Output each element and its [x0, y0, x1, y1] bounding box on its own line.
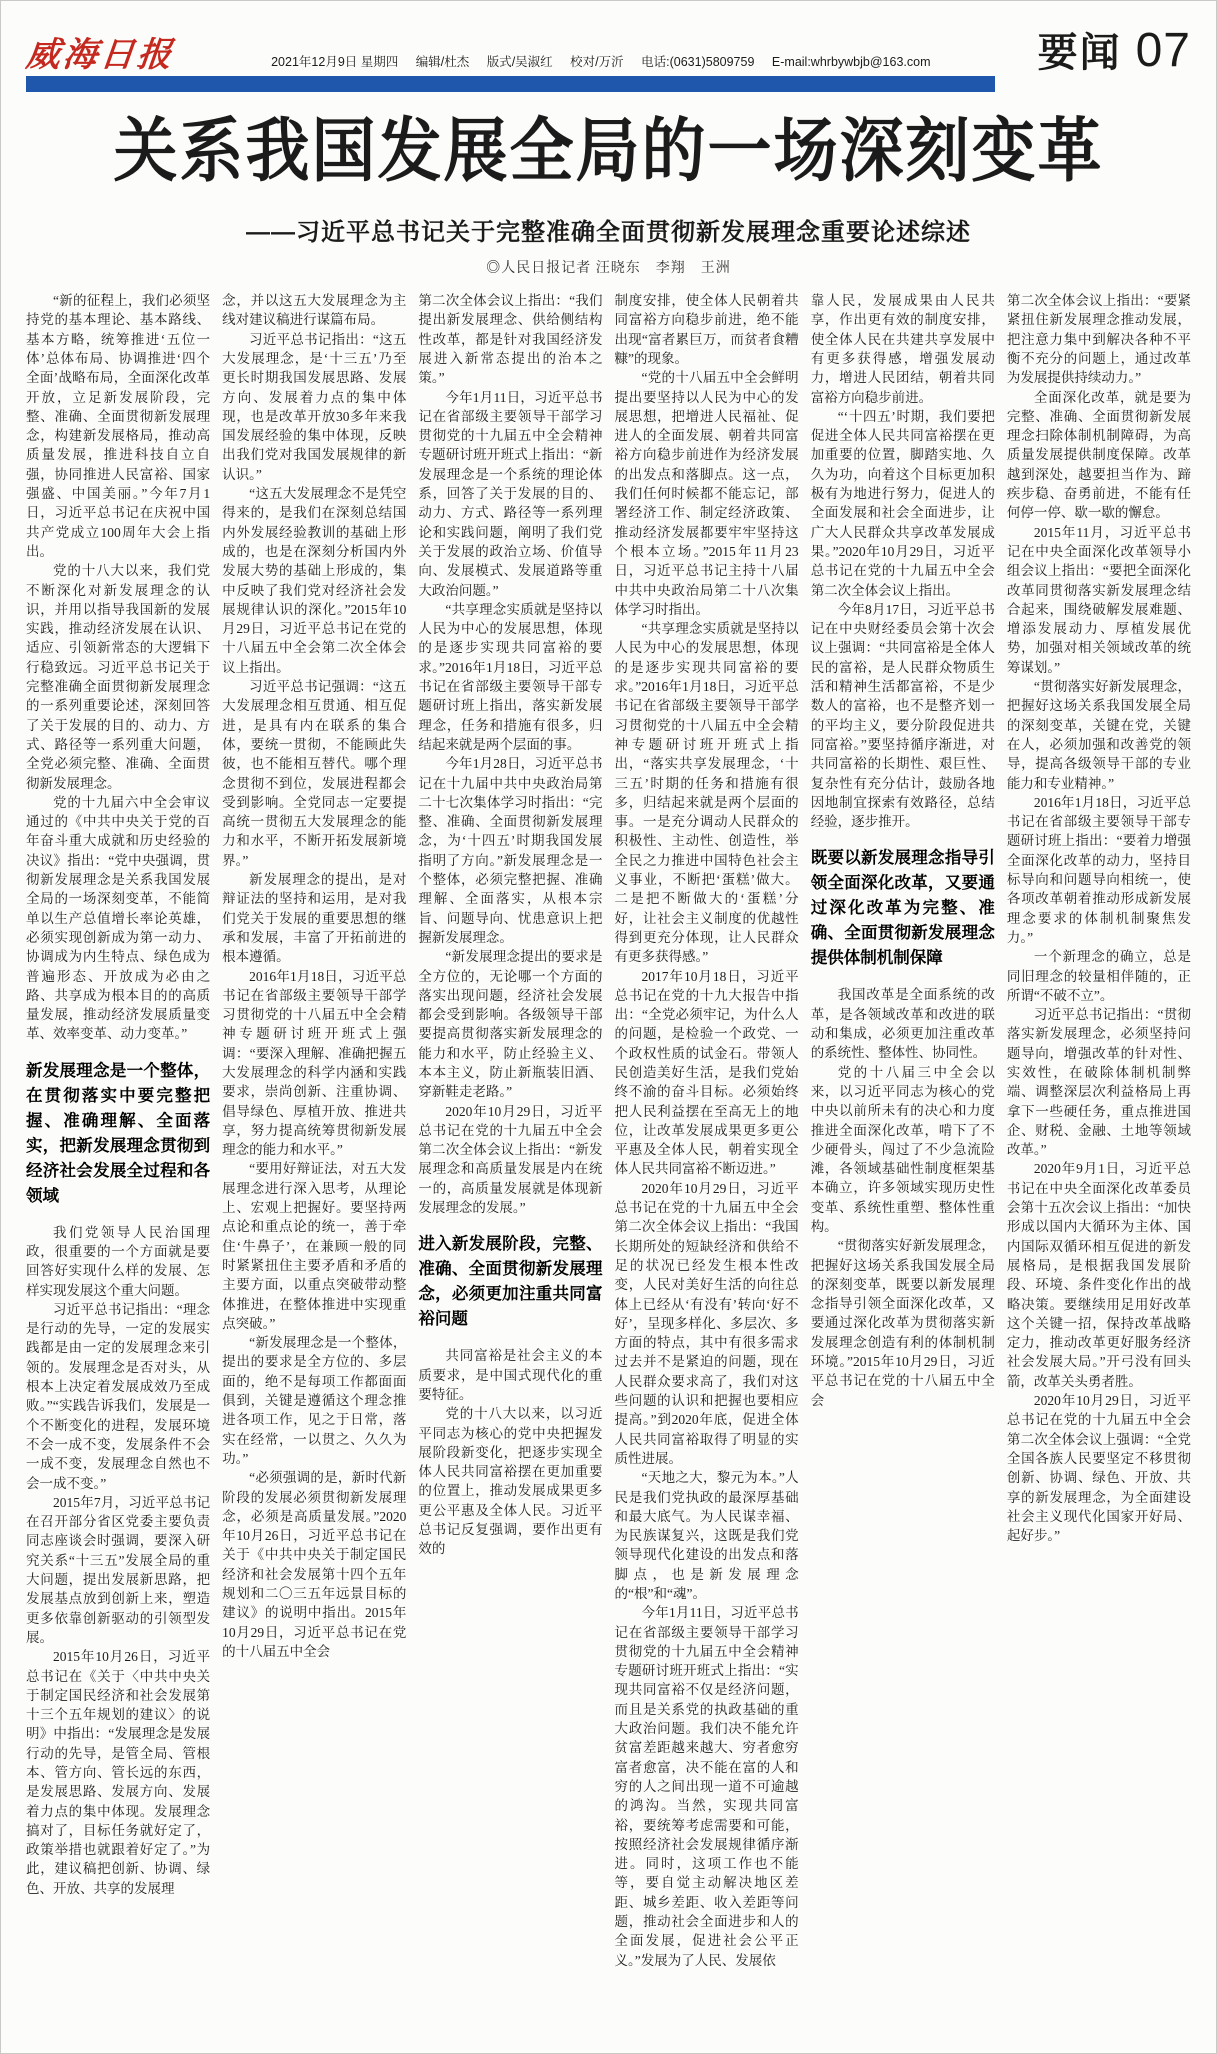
masthead-date: 2021年12月9日 星期四	[271, 55, 399, 69]
body-paragraph: 2016年1月18日，习近平总书记在省部级主要领导干部学习贯彻党的十八届五中全会精神专题研讨班开班式上强调：“要深入理解、准确把握五大发展理念的科学内涵和实践要求，崇尚创新、注重协调、倡导绿色、厚植开放、推进共享，努力提高统筹贯彻新发展理念的能力和水平。”	[222, 968, 407, 1158]
body-paragraph: “党的十八届五中全会鲜明提出要坚持以人民为中心的发展思想，把增进人民福祉、促进人的全面发展、朝着共同富裕方向稳步前进作为经济发展的出发点和落脚点。这一点，我们任何时候都不能忘记，部署经济工作、制定经济政策、推动经济发展都要牢牢坚持这个根本立场。”2015年11月23日，习近平总书记主持十八届中共中央政治局第二十八次集体学习时指出。	[614, 370, 799, 617]
body-paragraph: “要用好辩证法，对五大发展理念进行深入思考，从理论上、宏观上把握好。要坚持两点论和重点论的统一，善于牵住‘牛鼻子’，在兼顾一般的同时紧紧扭住主要矛盾和矛盾的主要方面，以重点突破带动整体推进，在整体推进中实现重点突破。”	[222, 1161, 407, 1331]
article-body	[26, 291, 1191, 2003]
body-paragraph: 一个新理念的确立，总是同旧理念的较量相伴随的，正所谓“不破不立”。	[1006, 949, 1191, 1003]
article-column-6	[1007, 291, 1191, 2003]
body-paragraph: 党的十九届六中全会审议通过的《中共中央关于党的百年奋斗重大成就和历史经验的决议》指出：“党中央强调，贯彻新发展理念是关系我国发展全局的一场深刻变革，不能简单以生产总值增长率论英雄，必须实现创新成为第一动力、协调成为内生特点、绿色成为普遍形态、开放成为必由之路、共享成为根本目的的高质量发展，推动经济发展质量变革、效率变革、动力变革。”	[26, 794, 211, 1042]
body-paragraph: 今年1月28日，习近平总书记在十九届中共中央政治局第二十七次集体学习时指出：“完整、准确、全面贯彻新发展理念，为‘十四五’时期我国发展指明了方向。”新发展理念是一个整体，必须完整把握、准确理解、全面落实，从根本宗旨、问题导向、忧患意识上把握新发展理念。	[418, 756, 603, 945]
body-paragraph: 第二次全体会议上指出：“要紧紧扭住新发展理念推动发展，把注意力集中到解决各种不平衡不充分的问题上，通过改革为发展提供持续动力。”	[1006, 293, 1191, 386]
body-paragraph: 习近平总书记指出：“贯彻落实新发展理念，必须坚持问题导向，增强改革的针对性、实效性，在破除体制机制弊端、调整深层次利益格局上再拿下一些硬任务，重点推进国企、财税、金融、土地等领域改革。”	[1006, 1007, 1191, 1158]
article-column-2	[222, 291, 406, 2003]
body-paragraph: 念，并以这五大发展理念为主线对建议稿进行谋篇布局。	[222, 293, 407, 328]
body-paragraph: 党的十八大以来，我们党不断深化对新发展理念的认识，并用以指导我国新的发展实践，推动经济发展在认识、适应、引领新常态的大逻辑下行稳致远。习近平总书记关于完整准确全面贯彻新发展理念的一系列重要论述，深刻回答了关于发展的目的、动力、方式、路径等一系列重大问题，全党必须完整、准确、全面贯彻新发展理念。	[26, 563, 211, 791]
body-paragraph: 共同富裕是社会主义的本质要求，是中国式现代化的重要特征。	[418, 1348, 603, 1402]
article-headline: 关系我国发展全局的一场深刻变革	[113, 113, 1104, 190]
page-label	[1037, 23, 1191, 77]
body-paragraph: “必须强调的是，新时代新阶段的发展必须贯彻新发展理念，必须是高质量发展。”2020年10月26日，习近平总书记在关于《中共中央关于制定国民经济和社会发展第十四个五年规划和二〇三五年远景目标的建议》的说明中指出。2015年10月29日，习近平总书记在党的十八届五中全会	[222, 1470, 407, 1659]
section-subhead: 新发展理念是一个整体，在贯彻落实中要完整把握、准确理解、全面落实，把新发展理念贯彻到经济社会发展全过程和各领域	[26, 1061, 211, 1205]
body-paragraph: 习近平总书记强调：“这五大发展理念相互贯通、相互促进，是具有内在联系的集合体，要统一贯彻，不能顾此失彼，也不能相互替代。哪个理念贯彻不到位，发展进程都会受到影响。全党同志一定要提高统一贯彻五大发展理念的能力和水平，不断开拓发展新境界。”	[222, 679, 407, 868]
masthead	[26, 23, 1191, 91]
body-paragraph: 今年1月11日，习近平总书记在省部级主要领导干部学习贯彻党的十九届五中全会精神专题研讨班开班式上指出：“新发展理念是一个系统的理论体系，回答了关于发展的目的、动力、方式、路径等一系列理论和实践问题，阐明了我们党关于发展的政治立场、价值导向、发展模式、发展道路等重大政治问题。”	[418, 389, 603, 598]
article-column-5	[811, 291, 995, 2003]
body-paragraph: 2016年1月18日，习近平总书记在省部级主要领导干部专题研讨班上指出：“要着力增强全面深化改革的动力，坚持目标导向和问题导向相统一，使各项改革朝着推动形成新发展理念要求的体制机制聚焦发力。”	[1006, 794, 1191, 945]
masthead-info-line	[174, 52, 1028, 73]
body-paragraph: 2017年10月18日，习近平总书记在党的十九大报告中指出：“全党必须牢记，为什么人的问题，是检验一个政党、一个政权性质的试金石。带领人民创造美好生活，是我们党始终不渝的奋斗目标。必须始终把人民利益摆在至高无上的地位，让改革发展成果更多更公平惠及全体人民，朝着实现全体人民共同富裕不断迈进。”	[614, 968, 799, 1177]
body-paragraph: 我们党领导人民治国理政，很重要的一个方面就是要回答好实现什么样的发展、怎样实现发展这个重大问题。	[26, 1224, 211, 1298]
body-paragraph: 全面深化改革，就是要为完整、准确、全面贯彻新发展理念扫除体制机制障碍，为高质量发展提供制度保障。改革越到深处，越要担当作为、蹄疾步稳、奋勇前进，不能有任何停一停、歇一歇的懈怠。	[1006, 389, 1191, 521]
body-paragraph: 我国改革是全面系统的改革，是各领域改革和改进的联动和集成，必须更加注重改革的系统性、整体性、协同性。	[810, 987, 995, 1061]
body-paragraph: 习近平总书记指出：“理念是行动的先导，一定的发展实践都是由一定的发展理念来引领的。发展理念是否对头，从根本上决定着发展成效乃至成败。”“实践告诉我们，发展是一个不断变化的进程，发展环境不会一成不变，发展条件不会一成不变，发展理念自然也不会一成不变。”	[26, 1301, 211, 1491]
body-paragraph: 党的十八届三中全会以来，以习近平同志为核心的党中央以前所未有的决心和力度推进全面深化改革，啃下了不少硬骨头，闯过了不少急流险滩，各领域基础性制度框架基本确立，许多领域实现历史性变革、系统性重塑、整体性重构。	[810, 1064, 995, 1234]
body-paragraph: “贯彻落实好新发展理念，把握好这场关系我国发展全局的深刻变革，既要以新发展理念指导引领全面深化改革，又要通过深化改革为贯彻落实新发展理念创造有利的体制机制环境。”2015年10月29日，习近平总书记在党的十八届五中全会	[810, 1238, 995, 1408]
section-label: 要闻	[1037, 31, 1122, 75]
body-paragraph: 2020年10月29日，习近平总书记在党的十九届五中全会第二次全体会议上指出：“我国长期所处的短缺经济和供给不足的状况已经发生根本性改变，人民对美好生活的向往总体上已经从‘有没有’转向‘好不好’，呈现多样化、多层次、多方面的特点，其中有很多需求过去并不是紧迫的问题，现在人民群众要求高了，我们对这些问题的认识和把握也要相应提高。”到2020年底，促进全体人民共同富裕取得了明显的实质性进展。	[614, 1180, 799, 1466]
body-paragraph: “新的征程上，我们必须坚持党的基本理论、基本路线、基本方略，统筹推进‘五位一体’总体布局、协调推进‘四个全面’战略布局，全面深化改革开放，立足新发展阶段，完整、准确、全面贯彻新发展理念，构建新发展格局，推动高质量发展，推进科技自立自强，协同推进人民富裕、国家强盛、中国美丽。”今年7月1日，习近平总书记在庆祝中国共产党成立100周年大会上指出。	[26, 293, 211, 559]
masthead-rule	[26, 76, 995, 92]
masthead-layout: 版式/吴淑红	[486, 55, 553, 69]
body-paragraph: 制度安排，使全体人民朝着共同富裕方向稳步前进，绝不能出现“富者累巨万，而贫者食糟糠”的现象。	[614, 293, 799, 366]
body-paragraph: 今年8月17日，习近平总书记在中央财经委员会第十次会议上强调：“共同富裕是全体人民的富裕，是人民群众物质生活和精神生活都富裕，不是少数人的富裕，也不是整齐划一的平均主义，要分阶段促进共同富裕。”要坚持循序渐进，对共同富裕的长期性、艰巨性、复杂性有充分估计，鼓励各地因地制宜探索有效路径，总结经验，逐步推开。	[810, 601, 995, 830]
masthead-phone: 电话:(0631)5809759	[641, 55, 755, 69]
article-column-4	[615, 291, 799, 2003]
body-paragraph: “‘十四五’时期，我们要把促进全体人民共同富裕摆在更加重要的位置，脚踏实地、久久为功，向着这个目标更加积极有为地进行努力，促进人的全面发展和社会全面进步，让广大人民群众共享改革发展成果。”2020年10月29日，习近平总书记在党的十九届五中全会第二次全体会议上指出。	[810, 408, 995, 598]
body-paragraph: 2020年10月29日，习近平总书记在党的十九届五中全会第二次全体会议上强调：“全党全国各族人民要坚定不移贯彻创新、协调、绿色、开放、共享的新发展理念，为全面建设社会主义现代化国家开好局、起好步。”	[1006, 1393, 1191, 1544]
body-paragraph: “共享理念实质就是坚持以人民为中心的发展思想，体现的是逐步实现共同富裕的要求。”2016年1月18日，习近平总书记在省部级主要领导干部专题研讨班上指出，落实新发展理念，任务和措施有很多，归结起来就是两个层面的事。	[418, 601, 603, 752]
body-paragraph: “新发展理念提出的要求是全方位的，无论哪一个方面的落实出现问题，经济社会发展都会受到影响。各级领导干部要提高贯彻落实新发展理念的能力和水平，防止经验主义、本本主义，防止新瓶装旧酒、穿新鞋走老路。”	[418, 949, 603, 1100]
body-paragraph: “天地之大，黎元为本。”人民是我们党执政的最深厚基础和最大底气。为人民谋幸福、为民族谋复兴，这既是我们党领导现代化建设的出发点和落脚点，也是新发展理念的“根”和“魂”。	[614, 1470, 799, 1601]
section-subhead: 既要以新发展理念指导引领全面深化改革，又要通过深化改革为完整、准确、全面贯彻新发展理念提供体制机制保障	[810, 849, 995, 968]
body-paragraph: “贯彻落实好新发展理念，把握好这场关系我国发展全局的深刻变革，关键在党，关键在人，必须加强和改善党的领导，提高各级领导干部的专业能力和专业精神。”	[1006, 679, 1191, 791]
masthead-email: E-mail:whrbywbjb@163.com	[771, 55, 931, 69]
article-column-3	[418, 291, 602, 2003]
section-subhead: 进入新发展阶段，完整、准确、全面贯彻新发展理念，必须更加注重共同富裕问题	[418, 1235, 603, 1329]
body-paragraph: 靠人民，发展成果由人民共享，作出更有效的制度安排，使全体人民在共建共享发展中有更多获得感，增强发展动力，增进人民团结，朝着共同富裕方向稳步前进。	[810, 293, 995, 405]
body-paragraph: 2015年7月，习近平总书记在召开部分省区党委主要负责同志座谈会时强调，要深入研究关系“十三五”发展全局的重大问题，提出发展新思路，把发展基点放到创新上来，塑造更多依靠创新驱动的引领型发展。	[26, 1494, 211, 1645]
article-byline: ◎人民日报记者 汪晓东 李翔 王洲	[486, 261, 731, 277]
body-paragraph: “共享理念实质就是坚持以人民为中心的发展思想，体现的是逐步实现共同富裕的要求。”2016年1月18日，习近平总书记在省部级主要领导干部学习贯彻党的十八届五中全会精神专题研讨班开班式上指出，“落实共享发展理念，‘十三五’时期的任务和措施有很多，归结起来就是两个层面的事。一是充分调动人民群众的积极性、主动性、创造性，举全民之力推进中国特色社会主义事业，不断把‘蛋糕’做大。二是把不断做大的‘蛋糕’分好，让社会主义制度的优越性得到更充分体现，让人民群众有更多获得感。”	[614, 621, 799, 965]
page-number: 07	[1135, 23, 1191, 77]
body-paragraph: “新发展理念是一个整体，提出的要求是全方位的、多层面的，绝不是每项工作都面面俱到，关键是遵循这个理念推进各项工作，见之于日常，落实在经常，一以贯之、久久为功。”	[222, 1335, 407, 1466]
body-paragraph: 党的十八大以来，以习近平同志为核心的党中央把握发展阶段新变化，把逐步实现全体人民共同富裕摆在更加重要的位置上，推动发展成果更多更公平惠及全体人民。习近平总书记反复强调，要作出更有效的	[418, 1406, 603, 1557]
body-paragraph: “这五大发展理念不是凭空得来的，是我们在深刻总结国内外发展经验教训的基础上形成的，也是在深刻分析国内外发展大势的基础上形成的，集中反映了我们党对经济社会发展规律认识的深化。”2015年10月29日，习近平总书记在党的十八届五中全会第二次全体会议上指出。	[222, 486, 407, 675]
body-paragraph: 新发展理念的提出，是对辩证法的坚持和运用，是对我们党关于发展的重要思想的继承和发展，丰富了开拓前进的根本遵循。	[222, 872, 407, 965]
body-paragraph: 2020年10月29日，习近平总书记在党的十九届五中全会第二次全体会议上指出：“新发展理念和高质量发展是内在统一的，高质量发展就是体现新发展理念的发展。”	[418, 1103, 603, 1216]
body-paragraph: 2015年11月，习近平总书记在中央全面深化改革领导小组会议上指出：“要把全面深化改革同贯彻落实新发展理念结合起来，围绕破解发展难题、增添发展动力、厚植发展优势，加强对相关领域改革的统筹谋划。”	[1006, 524, 1191, 675]
masthead-proofread: 校对/万沂	[570, 55, 624, 69]
body-paragraph: 2015年10月26日，习近平总书记在《关于〈中共中央关于制定国民经济和社会发展第十三个五年规划的建议〉的说明》中指出：“发展理念是发展行动的先导，是管全局、管根本、管方向、管长远的东西，是发展思路、发展方向、发展着力点的集中体现。发展理念搞对了，目标任务就好定了，政策举措也就跟着好定了。”为此，建议稿把创新、协调、绿色、开放、共享的发展理	[26, 1649, 211, 1896]
body-paragraph: 第二次全体会议上指出：“我们提出新发展理念、供给侧结构性改革，都是针对我国经济发展进入新常态提出的治本之策。”	[418, 293, 603, 386]
masthead-editor: 编辑/杜杰	[415, 55, 470, 69]
body-paragraph: 2020年9月1日，习近平总书记在中央全面深化改革委员会第十五次会议上指出：“加快形成以国内大循环为主体、国内国际双循环相互促进的新发展格局，是根据我国发展阶段、环境、条件变化作出的战略决策。要继续用足用好改革这个关键一招，保持改革战略定力，推动改革更好服务经济社会发展大局。”开弓没有回头箭，改革关头勇者胜。	[1006, 1161, 1191, 1389]
body-paragraph: 习近平总书记指出：“这五大发展理念，是‘十三五’乃至更长时期我国发展思路、发展方向、发展着力点的集中体现，也是改革开放30多年来我国发展经验的集中体现，反映出我们党对我国发展规律的新认识。”	[222, 331, 407, 482]
article-column-1	[26, 291, 210, 2003]
body-paragraph: 今年1月11日，习近平总书记在省部级主要领导干部学习贯彻党的十九届五中全会精神专题研讨班开班式上指出：“实现共同富裕不仅是经济问题，而且是关系党的执政基础的重大政治问题。我们决不能允许贫富差距越来越大、穷者愈穷富者愈富，决不能在富的人和穷的人之间出现一道不可逾越的鸿沟。当然，实现共同富裕，要统筹考虑需要和可能，按照经济社会发展规律循序渐进。同时，这项工作也不能等，要自觉主动解决地区差距、城乡差距、收入差距等问题，推动社会全面进步和人的全面发展，促进社会公平正义。”发展为了人民、发展依	[614, 1605, 799, 1968]
article-subtitle: ——习近平总书记关于完整准确全面贯彻新发展理念重要论述综述	[246, 219, 971, 247]
paper-logo: 威海日报	[24, 37, 176, 74]
